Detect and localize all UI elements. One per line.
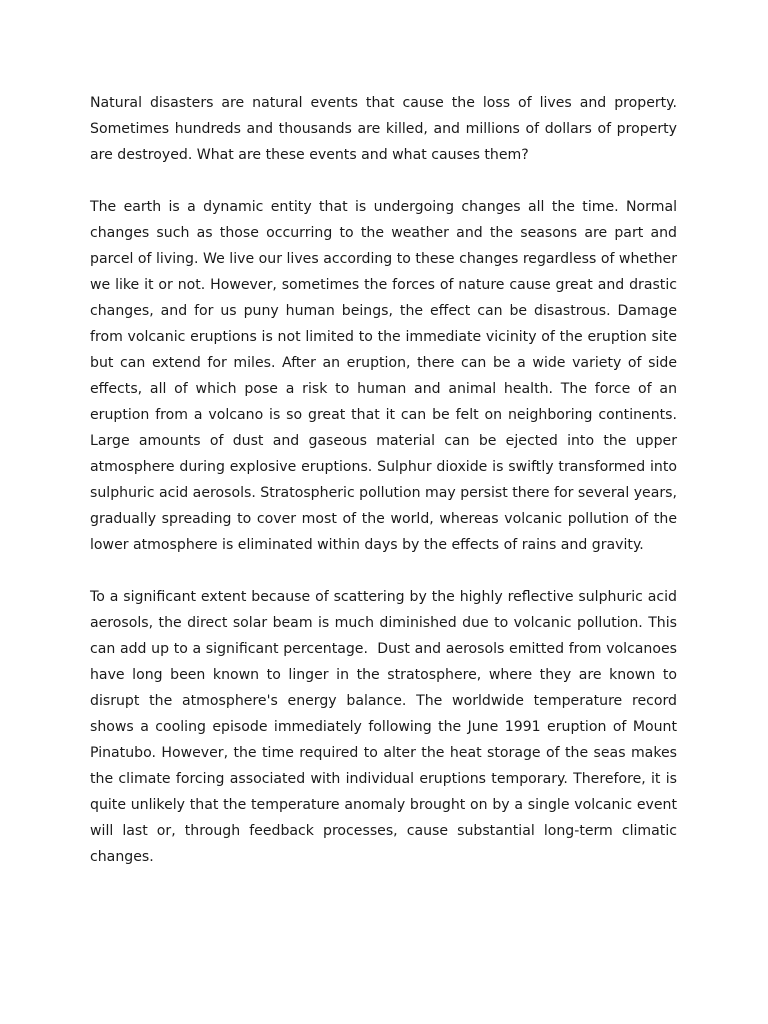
paragraph-intro: Natural disasters are natural events that cause the loss of lives and property. Sometimes hundreds and thousands are killed, and millions of dollars of property are destroyed. What are these events and what causes them? xyxy=(90,95,682,163)
paragraph-volcanic-effects: The earth is a dynamic entity that is undergoing changes all the time. Normal changes such as those occurring to the weather and the seasons are part and parcel of living. We live our lives according to these changes regardless of whether we like it or not. However, sometimes the forces of nature cause great and drastic changes, and for us puny human beings, the effect can be disastrous. Damage from volcanic eruptions is not limited to the immediate vicinity of the eruption site but can extend for miles. After an eruption, there can be a wide variety of side effects, all of which pose a risk to human and animal health. The force of an eruption from a volcano is so great that it can be felt on neighboring continents. Large amounts of dust and gaseous material can be ejected into the upper atmosphere during explosive eruptions. Sulphur dioxide is swiftly transformed into sulphuric acid aerosols. Stratospheric pollution may persist there for several years, gradually spreading to cover most of the world, whereas volcanic pollution of the lower atmosphere is eliminated within days by the effects of rains and gravity. xyxy=(90,199,682,553)
paragraph-climate-impact: To a significant extent because of scattering by the highly reflective sulphuric acid aerosols, the direct solar beam is much diminished due to volcanic pollution. This can add up to a significant percentage. Dust and aerosols emitted from volcanoes have long been known to linger in the stratosphere, where they are known to disrupt the atmosphere's energy balance. The worldwide temperature record shows a cooling episode immediately following the June 1991 eruption of Mount Pinatubo. However, the time required to alter the heat storage of the seas makes the climate forcing associated with individual eruptions temporary. Therefore, it is quite unlikely that the temperature anomaly brought on by a single volcanic event will last or, through feedback processes, cause substantial long-term climatic changes. xyxy=(90,589,682,865)
document-body xyxy=(90,90,682,896)
